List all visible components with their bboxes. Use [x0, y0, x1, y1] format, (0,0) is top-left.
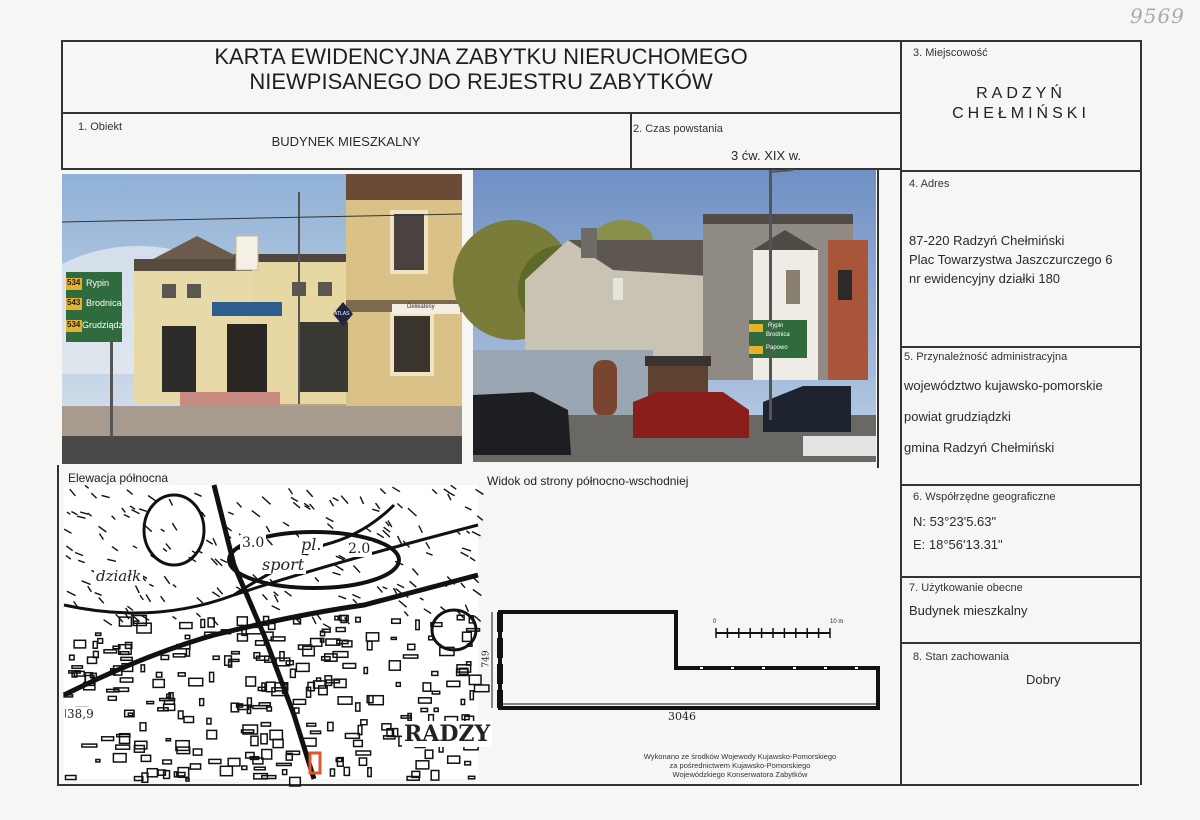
plan-width-label: 3046	[668, 710, 696, 723]
photo-north-east-view	[473, 170, 876, 462]
divider-rc-3	[900, 484, 1141, 486]
latitude-value: N: 53°23'5.63"	[913, 514, 997, 529]
left-sign-grudziadz: Grudziądz	[82, 320, 124, 330]
photo-north-east-view-image	[473, 170, 876, 462]
right-sign-brodnica: Brodnica	[766, 332, 790, 338]
funding-note	[590, 752, 890, 779]
divider-rc-2	[900, 346, 1141, 348]
funding-note-line-1: Wykonano ze środków Wojewody Kujawsko-Pomorskiego	[643, 752, 837, 761]
divider-rc-1	[900, 170, 1141, 172]
delikatesy-sign: Delikatesy	[407, 304, 435, 310]
plan-height-label: 749	[481, 650, 492, 668]
frame-top	[61, 40, 1142, 42]
wojewodztwo-value: województwo kujawsko-pomorskie	[904, 378, 1103, 393]
longitude-value: E: 18°56'13.31"	[913, 537, 1003, 552]
frame-right	[1140, 40, 1142, 785]
stan-label: 8. Stan zachowania	[913, 651, 1010, 663]
left-sign-number-1: 534	[67, 278, 81, 287]
adres-line-1: 87-220 Radzyń Chełmiński	[909, 233, 1065, 248]
adres-line-2: Plac Towarzystwa Jaszczurczego 6	[909, 252, 1113, 267]
map-label-30: 3.0	[242, 535, 265, 551]
right-sign-papowo: Papowo	[766, 345, 788, 351]
atlas-sign: ATLAS	[334, 311, 350, 317]
city-line-1: RADZYŃ	[976, 85, 1066, 102]
czas-label: 2. Czas powstania	[633, 123, 723, 135]
archive-number: 9569	[1130, 4, 1185, 28]
map-label-dzialk: działk	[96, 567, 142, 585]
left-sign-brodnica: Brodnica	[86, 298, 122, 308]
left-sign-number-2: 543	[67, 298, 81, 307]
left-sign-rypin: Rypin	[86, 278, 110, 288]
map-label-radzy: RADZY	[404, 721, 491, 747]
miejscowosc-value	[902, 84, 1140, 124]
map-label-sport: sport	[262, 555, 305, 574]
title-line-1: KARTA EWIDENCYJNA ZABYTKU NIERUCHOMEGO	[214, 44, 748, 69]
title-line-2: NIEWPISANEGO DO REJESTRU ZABYTKÓW	[249, 69, 713, 94]
frame-bottom	[57, 784, 1139, 786]
caption-north-elevation: Elewacja północna	[68, 471, 169, 485]
divider-right-column	[900, 40, 902, 785]
uzytkowanie-label: 7. Użytkowanie obecne	[909, 582, 1023, 594]
powiat-value: powiat grudziądzki	[904, 409, 1011, 424]
caption-north-east-view: Widok od strony północno-wschodniej	[487, 474, 689, 488]
scale-zero-label: 0	[713, 619, 717, 625]
document-title	[62, 44, 900, 94]
obiekt-value: BUDYNEK MIESZKALNY	[271, 134, 421, 149]
divider-photo-right	[877, 168, 879, 468]
przynaleznosc-label: 5. Przynależność administracyjna	[904, 351, 1068, 363]
divider-header	[61, 112, 901, 114]
funding-note-line-3: Wojewódzkiego Konserwatora Zabytków	[672, 770, 808, 779]
left-sign-number-3: 534	[67, 320, 81, 329]
uzytkowanie-value: Budynek mieszkalny	[909, 603, 1028, 618]
photo-north-elevation	[62, 174, 462, 464]
map-label-389: 38,9	[67, 707, 94, 721]
obiekt-label: 1. Obiekt	[78, 121, 123, 133]
czas-value: 3 ćw. XIX w.	[730, 148, 802, 163]
map-label-20: 2.0	[348, 541, 371, 557]
divider-rc-5	[900, 642, 1141, 644]
gmina-value: gmina Radzyń Chełmiński	[904, 440, 1055, 455]
map-label-pl: pl.	[301, 535, 322, 554]
adres-line-3: nr ewidencyjny działki 180	[909, 271, 1061, 286]
frame-left-lower	[57, 465, 59, 785]
photo-north-elevation-image	[62, 174, 462, 464]
city-line-2: CHEŁMIŃSKI	[952, 105, 1090, 122]
right-sign-rypin: Rypin	[768, 323, 784, 329]
wspolrzedne-label: 6. Współrzędne geograficzne	[913, 491, 1056, 503]
stan-value: Dobry	[1026, 672, 1061, 687]
divider-rc-4	[900, 576, 1141, 578]
adres-label: 4. Adres	[909, 178, 950, 190]
scale-end-label: 10 m	[830, 619, 844, 625]
floor-plan	[481, 600, 884, 730]
miejscowosc-label: 3. Miejscowość	[913, 47, 988, 59]
funding-note-line-2: za pośrednictwem Kujawsko-Pomorskiego	[669, 761, 811, 770]
